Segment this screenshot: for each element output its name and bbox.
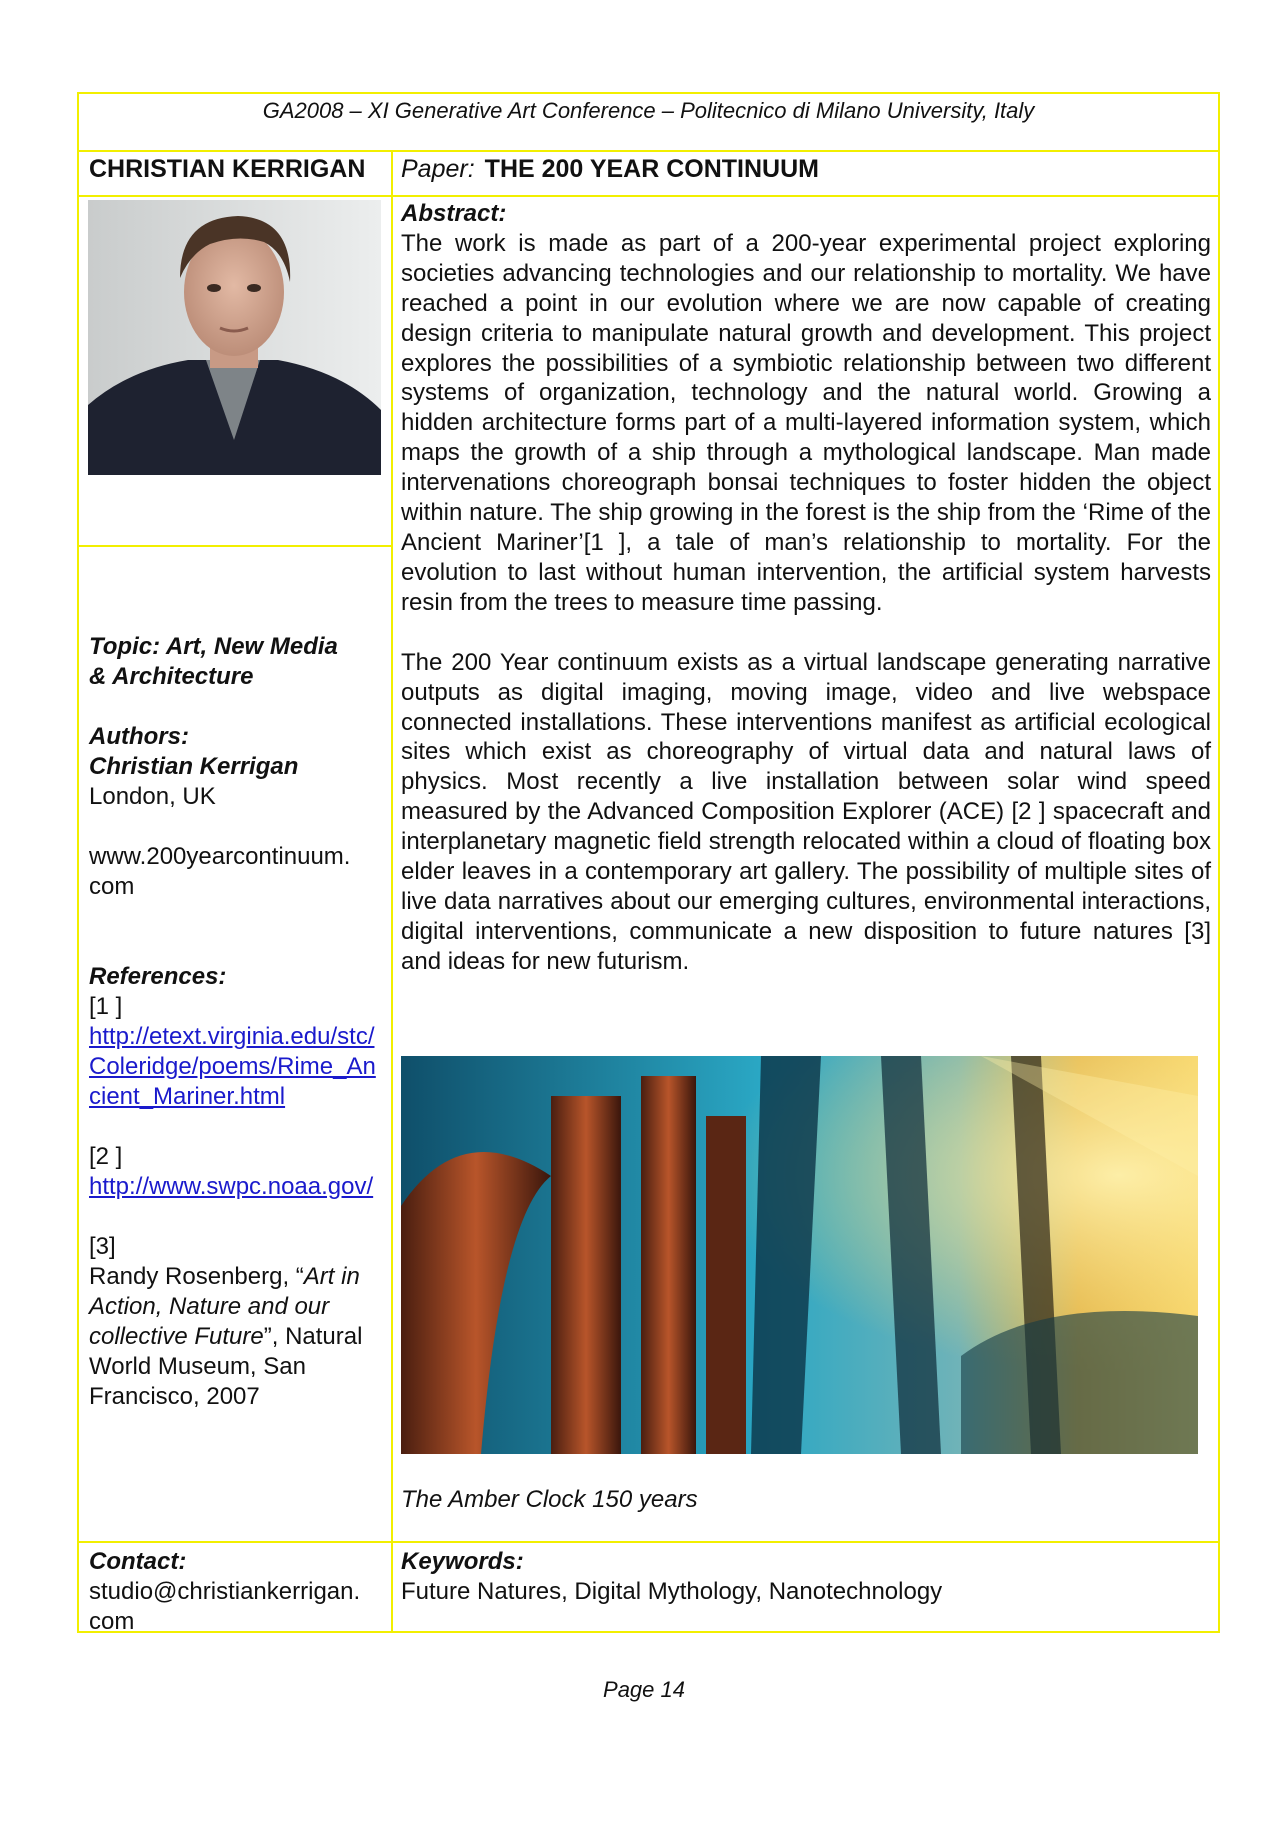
- website-line-1: www.200yearcontinuum.: [89, 843, 351, 870]
- paper-title-line: [401, 155, 819, 184]
- contact-keywords-row: [79, 1541, 1218, 1635]
- conference-header: GA2008 – XI Generative Art Conference – Politecnico di Milano University, Italy: [79, 94, 1218, 152]
- ref3-citation: [89, 1262, 385, 1412]
- page-number: Page 14: [603, 1677, 685, 1702]
- figure-caption: The Amber Clock 150 years: [401, 1486, 698, 1513]
- authors-location: London, UK: [89, 783, 216, 810]
- author-photo: [88, 200, 381, 475]
- ref3-number: [3]: [89, 1233, 116, 1260]
- abstract-paragraph-2: The 200 Year continuum exists as a virtual landscape generating narrative outputs as digital imaging, moving image, video and live webspace connected installations. These interventions manifest as artificial ecological sites which exist as choreography of virtual data and natural laws of physics. Most recently a live installation between solar wind speed measured by the Advanced Composition Explorer (ACE) [2 ] spacecraft and interplanetary magnetic field strength relocated within a cloud of floating box elder leaves in a contemporary art gallery. The possibility of multiple sites of live data narratives about our emerging cultures, environmental interactions, digital interventions, communicate a new disposition to future natures [3] and ideas for new futurism.: [401, 648, 1211, 975]
- abstract-label: Abstract:: [401, 200, 507, 227]
- contact-line-2: com: [89, 1608, 135, 1635]
- keywords-section: [401, 1547, 942, 1607]
- paper-label: Paper:: [401, 155, 475, 183]
- keywords-list: Future Natures, Digital Mythology, Nanotechnology: [401, 1578, 943, 1605]
- amber-clock-figure: [401, 1056, 1198, 1454]
- amber-clock-image: [401, 1056, 1198, 1454]
- author-name: CHRISTIAN KERRIGAN: [89, 155, 366, 183]
- keywords-label: Keywords:: [401, 1548, 524, 1575]
- author-portrait-image: [88, 200, 381, 475]
- abstract-paragraph-1: The work is made as part of a 200-year experimental project exploring societies advancing technologies and our relationship to mortality. We have reached a point in our evolution where we are now capable of creating design criteria to manipulate natural growth and development. This project explores the possibilities of a symbiotic relationship between two different systems of organization, technology and the natural world. Growing a hidden architecture forms part of a multi-layered information system, which maps the growth of a ship through a mythological landscape. Man made intervenations choreograph bonsai techniques to foster hidden the object within nature. The ship growing in the forest is the ship from the ‘Rime of the Ancient Mariner’[1 ], a tale of man’s relationship to mortality. For the evolution to last without human intervention, the artificial system harvests resin from the trees to measure time passing.: [401, 229, 1211, 616]
- ref3-post: ”, Natural World Museum, San Francisco, 2007: [89, 1323, 363, 1410]
- abstract-section: [401, 199, 1211, 977]
- references-label: References:: [89, 963, 227, 990]
- title-row: [79, 152, 1218, 197]
- paper-title: THE 200 YEAR CONTINUUM: [484, 155, 819, 183]
- ref3-title: Art in Action, Nature and our collective Future: [89, 1263, 360, 1350]
- sidebar-info: [89, 632, 385, 1412]
- topic-line-2: & Architecture: [89, 663, 254, 690]
- ref1-link[interactable]: http://etext.virginia.edu/stc/Coleridge/poems/Rime_Ancient_Mariner.html: [89, 1023, 376, 1110]
- contact-label: Contact:: [89, 1548, 187, 1575]
- ref1-number: [1 ]: [89, 993, 123, 1020]
- topic-line-1: Topic: Art, New Media: [89, 633, 338, 660]
- authors-label: Authors:: [89, 723, 189, 750]
- column-divider: [391, 151, 393, 1631]
- ref2-link[interactable]: http://www.swpc.noaa.gov/: [89, 1173, 374, 1200]
- website-line-2: com: [89, 873, 135, 900]
- ref2-number: [2 ]: [89, 1143, 123, 1170]
- contact-section: [89, 1547, 385, 1637]
- ref3-pre: Randy Rosenberg, “: [89, 1263, 304, 1290]
- contact-line-1: studio@christiankerrigan.: [89, 1578, 361, 1605]
- authors-name: Christian Kerrigan: [89, 753, 299, 780]
- author-photo-cell: [79, 197, 391, 547]
- paper-frame: [77, 92, 1220, 1633]
